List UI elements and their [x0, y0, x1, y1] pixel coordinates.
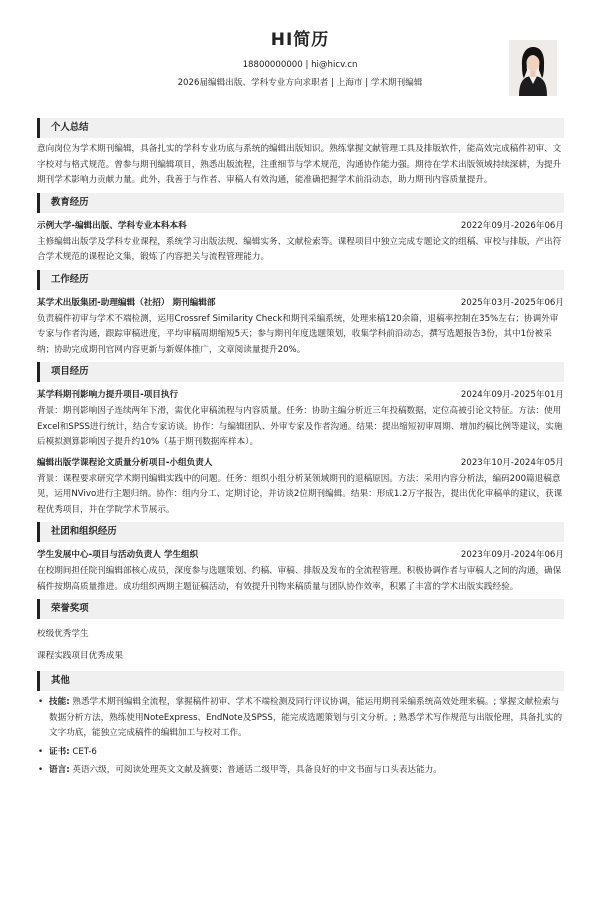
profile-photo [509, 40, 557, 96]
section-header [37, 671, 564, 691]
section-header [37, 362, 564, 382]
work-entry-header [37, 294, 564, 312]
skills-text: 熟悉学术期刊编辑全流程，掌握稿件初审、学术不端检测及同行评议协调，能运用期刊采编系统高效处理来稿。; 掌握文献检索与数据分析方法，熟练使用NoteExpress、EndNote及SPSS，能完成选题策划与引文分析。; 熟悉学术写作规范与出版伦理，具备扎实的文字功底，能独立完成稿件的编辑加工与校对工作。 [49, 697, 563, 738]
award-item: 校级优秀学生 [37, 629, 89, 639]
section-header [37, 270, 564, 290]
resume-body [37, 118, 564, 783]
section-title: 荣誉奖项 [51, 603, 89, 614]
section-title: 个人总结 [51, 122, 89, 133]
candidate-name: HI简历 [270, 30, 330, 50]
education-section [37, 193, 564, 266]
section-title: 社团和组织经历 [51, 526, 117, 537]
work-description: 负责稿件初审与学术不端检测，运用Crossref Similarity Check和期刊采编系统，处理来稿120余篇，退稿率控制在35%左右；协调外审专家与作者沟通，跟踪审稿进度，平均审稿周期缩短5天；参与期刊年度选题策划，收集学科前沿动态，撰写选题报告3份，其中1份被采纳；协助完成期刊官网内容更新与新媒体推广，文章阅读量提升20%。 [37, 313, 559, 355]
project-entry-header [37, 454, 564, 472]
work-date: 2025年03月-2025年06月 [460, 297, 564, 308]
school-name: 示例大学-编辑出版、学科专业本科本科 [37, 220, 187, 231]
company-name: 某学术出版集团-助理编辑（社招） 期刊编辑部 [37, 297, 216, 308]
contact-info: 18800000000 | hi@hicv.cn [242, 60, 358, 70]
list-item [37, 763, 564, 779]
skills-label: 技能: [49, 697, 70, 707]
projects-section [37, 362, 564, 518]
education-entry-header [37, 217, 564, 235]
section-header [37, 599, 564, 619]
project-description: 背景：课程要求研究学术期刊编辑实践中的问题。任务：组织小组分析某领域期刊的退稿原因。方法：采用内容分析法，编码200篇退稿意见，运用NVivo进行主题归纳。协作：组内分工、定期讨论，并访谈2位期刊编辑。结果：形成1.2万字报告，提出优化审稿单的建议，获课程优秀项目，并在学院学术节展示。 [37, 473, 563, 515]
job-intent: 2026届编辑出版、学科专业方向求职者 | 上海市 | 学术期刊编辑 [177, 78, 423, 88]
section-title: 教育经历 [51, 196, 89, 208]
list-item [37, 745, 564, 761]
section-title: 其他 [51, 675, 70, 686]
section-title: 工作经历 [51, 273, 89, 285]
award-item: 课程实践项目优秀成果 [37, 651, 123, 661]
campus-entry-header [37, 546, 564, 564]
language-label: 语言: [49, 765, 70, 775]
other-list [37, 695, 564, 779]
summary-text: 意向岗位为学术期刊编辑，具备扎实的学科专业功底与系统的编辑出版知识。熟练掌握文献管理工具及排版软件，能高效完成稿件初审、文字校对与格式规范。曾参与期刊编辑项目，熟悉出版流程，注重细节与学术规范，沟通协作能力强。期待在学术出版领域持续深耕，为提升期刊学术影响力贡献力量。此外，我善于与作者、审稿人有效沟通，能准确把握学术前沿动态，助力期刊内容质量提升。 [37, 144, 562, 185]
project-name: 编辑出版学课程论文质量分析项目-小组负责人 [37, 457, 213, 468]
certificate-label: 证书: [49, 746, 70, 757]
work-section [37, 270, 564, 359]
section-header [37, 193, 564, 213]
awards-section [37, 599, 564, 667]
project-name: 某学科期刊影响力提升项目-项目执行 [37, 390, 179, 400]
education-date: 2022年09月-2026年06月 [460, 220, 564, 231]
project-date: 2023年10月-2024年05月 [460, 457, 564, 468]
campus-date: 2023年09月-2024年06月 [460, 550, 564, 560]
section-header [37, 118, 564, 138]
project-description: 背景：期刊影响因子连续两年下滑，需优化审稿流程与内容质量。任务：协助主编分析近三年投稿数据，定位高被引论文特征。方法：使用Excel和SPSS进行统计，结合专家访谈。协作：与编辑团队、外审专家及作者沟通。结果：提出缩短初审周期、增加约稿比例等建议，实施后模拟测算影响因子提升约10%（基于期刊数据库样本）。 [37, 406, 563, 447]
section-header [37, 522, 564, 542]
organization-name: 学生发展中心-项目与活动负责人 学生组织 [37, 550, 199, 560]
campus-description: 在校期间担任院刊编辑部核心成员，深度参与选题策划、约稿、审稿、排版及发布的全流程管理。积极协调作者与审稿人之间的沟通，确保稿件按期高质量推进。成功组织两期主题征稿活动，有效提升刊物来稿质量与团队协作效率，积累了丰富的学术出版实践经验。 [37, 566, 562, 592]
list-item [37, 695, 564, 742]
section-title: 项目经历 [51, 366, 89, 377]
summary-section [37, 118, 564, 189]
resume-header [0, 0, 600, 108]
project-entry-header [37, 386, 564, 404]
other-section [37, 671, 564, 779]
language-text: 英语六级，可阅读处理英文文献及摘要；普通话二级甲等，具备良好的中文书面与口头表达能力。 [69, 765, 442, 775]
education-description: 主修编辑出版学及学科专业课程，系统学习出版法规、编辑实务、文献检索等。课程项目中独立完成专题论文的组稿、审校与排版，产出符合学术规范的课程论文集，锻炼了内容把关与流程管理能力。 [37, 236, 562, 262]
campus-section [37, 522, 564, 595]
certificate-text: CET-6 [69, 746, 97, 757]
project-date: 2024年09月-2025年01月 [460, 390, 564, 400]
